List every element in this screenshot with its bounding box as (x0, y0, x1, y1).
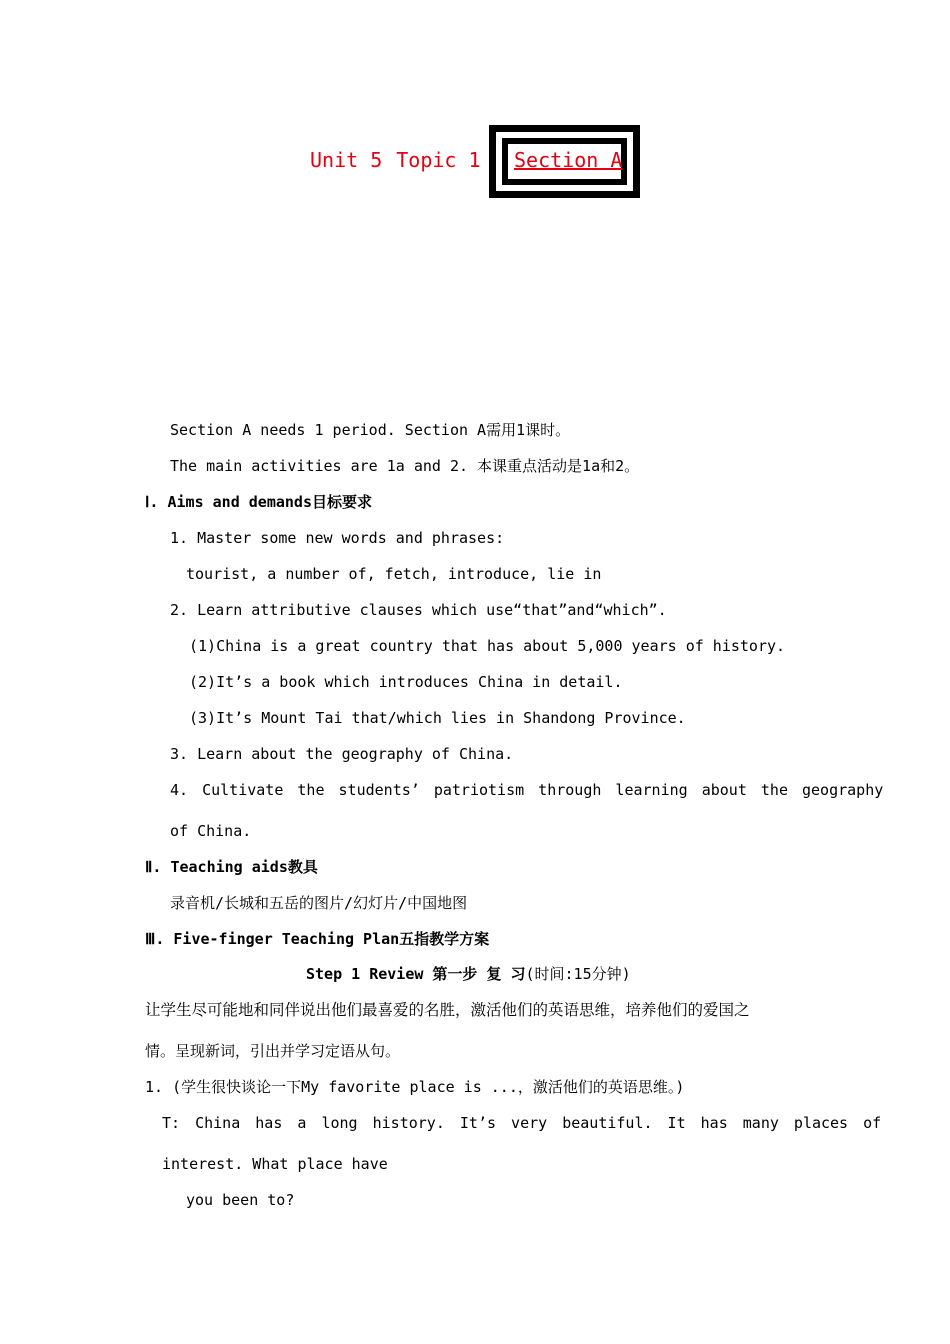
aims-item-4-cont: of China. (170, 822, 252, 840)
point-1: 1. (学生很快谈论一下My favorite place is ...，激活他们的英语思维。) (145, 1078, 685, 1096)
aims-item-1-words: tourist, a number of, fetch, introduce, lie in (186, 565, 602, 583)
aims-item-2-example-1: (1)China is a great country that has about 5,000 years of history. (189, 637, 786, 655)
aims-item-4: 4. Cultivate the students’ patriotism through learning about the geography (170, 781, 884, 799)
aims-heading: Ⅰ. Aims and demands目标要求 (145, 493, 372, 511)
unit-label: Unit 5 (310, 148, 383, 172)
section-label: Section A (514, 148, 623, 172)
aims-item-1: 1. Master some new words and phrases: (170, 529, 505, 547)
step-1-heading (306, 964, 631, 984)
document-title (310, 148, 495, 172)
plan-heading: Ⅲ. Five-finger Teaching Plan五指教学方案 (145, 930, 490, 948)
intro-line-2: The main activities are 1a and 2. 本课重点活动是1a和2。 (170, 457, 640, 475)
step-1-title: Step 1 Review 第一步 复 习 (306, 965, 526, 983)
teacher-line-cont-2: you been to? (186, 1191, 295, 1209)
teacher-line-cont: interest. What place have (162, 1155, 388, 1173)
aims-item-2-example-2: (2)It’s a book which introduces China in detail. (189, 673, 623, 691)
aids-text: 录音机/长城和五岳的图片/幻灯片/中国地图 (170, 894, 468, 912)
aims-item-2-example-3: (3)It’s Mount Tai that/which lies in Shandong Province. (189, 709, 686, 727)
aids-heading: Ⅱ. Teaching aids教具 (145, 858, 318, 876)
intro-line-1: Section A needs 1 period. Section A需用1课时。 (170, 421, 571, 439)
step-1-time: (时间:15分钟) (525, 965, 631, 983)
teacher-line: T: China has a long history. It’s very beautiful. It has many places of (162, 1114, 882, 1132)
topic-label: Topic 1 (396, 148, 481, 172)
aims-item-3: 3. Learn about the geography of China. (170, 745, 514, 763)
aims-item-2: 2. Learn attributive clauses which use“that”and“which”. (170, 601, 667, 619)
step-1-desc: 让学生尽可能地和同伴说出他们最喜爱的名胜，激活他们的英语思维，培养他们的爱国之 (145, 1001, 750, 1019)
step-1-desc-cont: 情。呈现新词，引出并学习定语从句。 (145, 1042, 401, 1060)
